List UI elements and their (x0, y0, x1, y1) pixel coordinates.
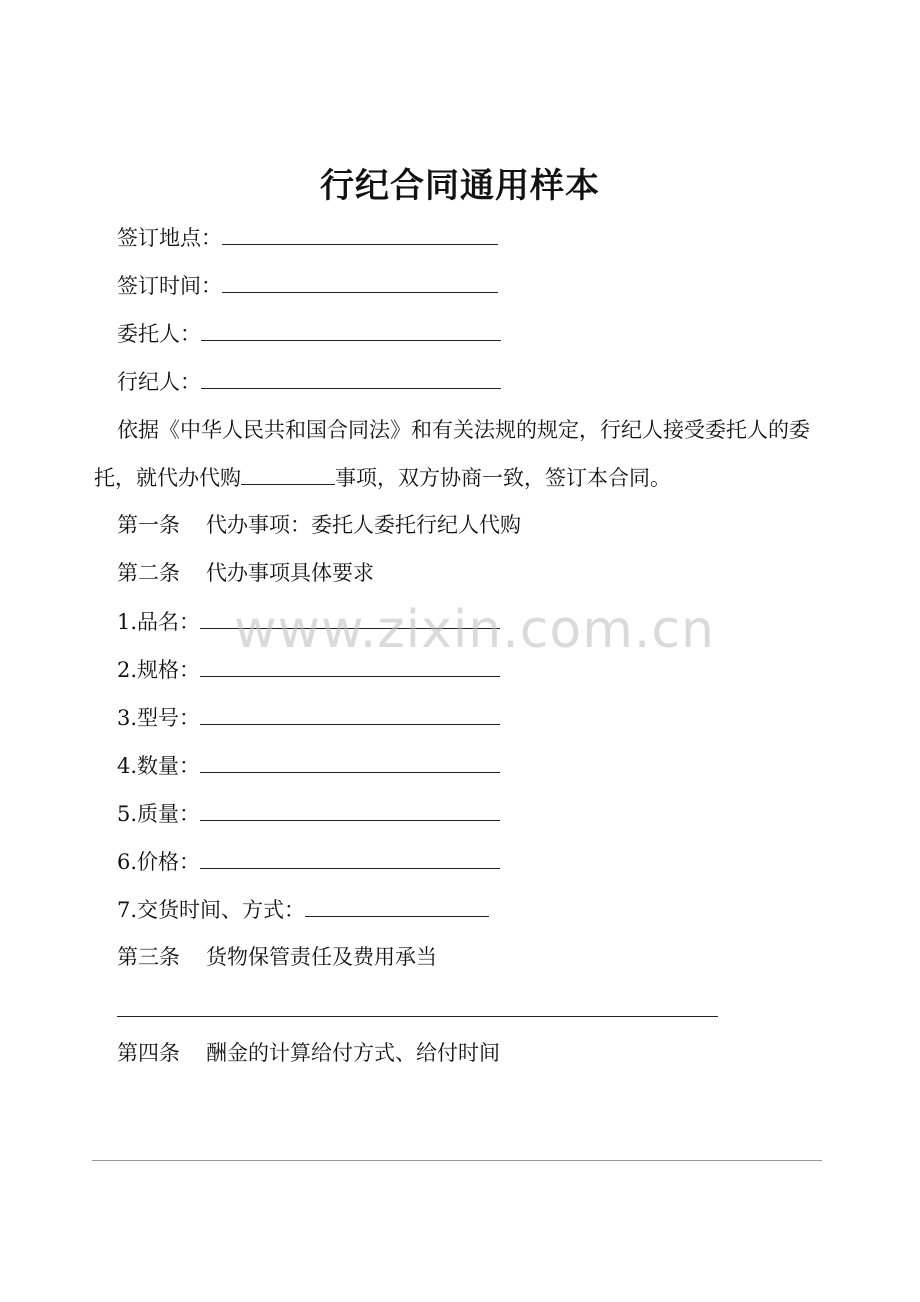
blank-line (201, 318, 501, 341)
blank-line (200, 702, 500, 725)
blank-line-full (117, 1016, 718, 1017)
item-quantity (117, 750, 500, 781)
blank-line (200, 750, 500, 773)
intro-paragraph (94, 406, 834, 502)
article-2 (117, 558, 374, 588)
blank-line (222, 270, 498, 293)
article-text: 货物保管责任及费用承当 (206, 945, 437, 969)
article-4 (117, 1038, 500, 1068)
field-signing-place (117, 222, 498, 253)
field-broker (117, 366, 501, 397)
blank-line (200, 798, 500, 821)
blank-line (305, 894, 489, 917)
article-number: 第四条 (117, 1041, 180, 1065)
document-title: 行纪合同通用样本 (320, 166, 600, 206)
watermark: www.zixin.com.cn (234, 600, 715, 660)
field-label: 签订时间： (117, 274, 222, 298)
item-label: 3.型号： (117, 706, 201, 730)
page-divider (92, 1160, 822, 1161)
item-label: 4.数量： (117, 754, 201, 778)
intro-text-2: 事项，双方协商一致，签订本合同。 (335, 466, 671, 490)
item-label: 7.交货时间、方式： (117, 898, 306, 922)
item-label: 1.品名： (117, 610, 201, 634)
item-label: 6.价格： (117, 850, 201, 874)
item-model (117, 702, 500, 733)
blank-line (222, 222, 498, 245)
article-number: 第二条 (117, 561, 180, 585)
field-label: 委托人： (117, 322, 201, 346)
article-3 (117, 942, 437, 972)
field-label: 行纪人： (117, 370, 201, 394)
item-price (117, 846, 500, 877)
article-1 (117, 510, 521, 540)
blank-line (241, 462, 335, 485)
article-text: 代办事项：委托人委托行纪人代购 (206, 513, 521, 537)
article-number: 第三条 (117, 945, 180, 969)
field-label: 签订地点： (117, 226, 222, 250)
blank-line (201, 366, 501, 389)
item-label: 5.质量： (117, 802, 201, 826)
field-signing-time (117, 270, 498, 301)
field-principal (117, 318, 501, 349)
article-text: 代办事项具体要求 (206, 561, 374, 585)
item-label: 2.规格： (117, 658, 201, 682)
article-text: 酬金的计算给付方式、给付时间 (206, 1041, 500, 1065)
blank-line (200, 846, 500, 869)
intro-text-1: 依据《中华人民共和国合同法》和有关法规的规定，行纪人接受委托人的委托，就代办代购 (94, 418, 810, 490)
article-number: 第一条 (117, 513, 180, 537)
item-quality (117, 798, 500, 829)
item-delivery (117, 894, 489, 925)
